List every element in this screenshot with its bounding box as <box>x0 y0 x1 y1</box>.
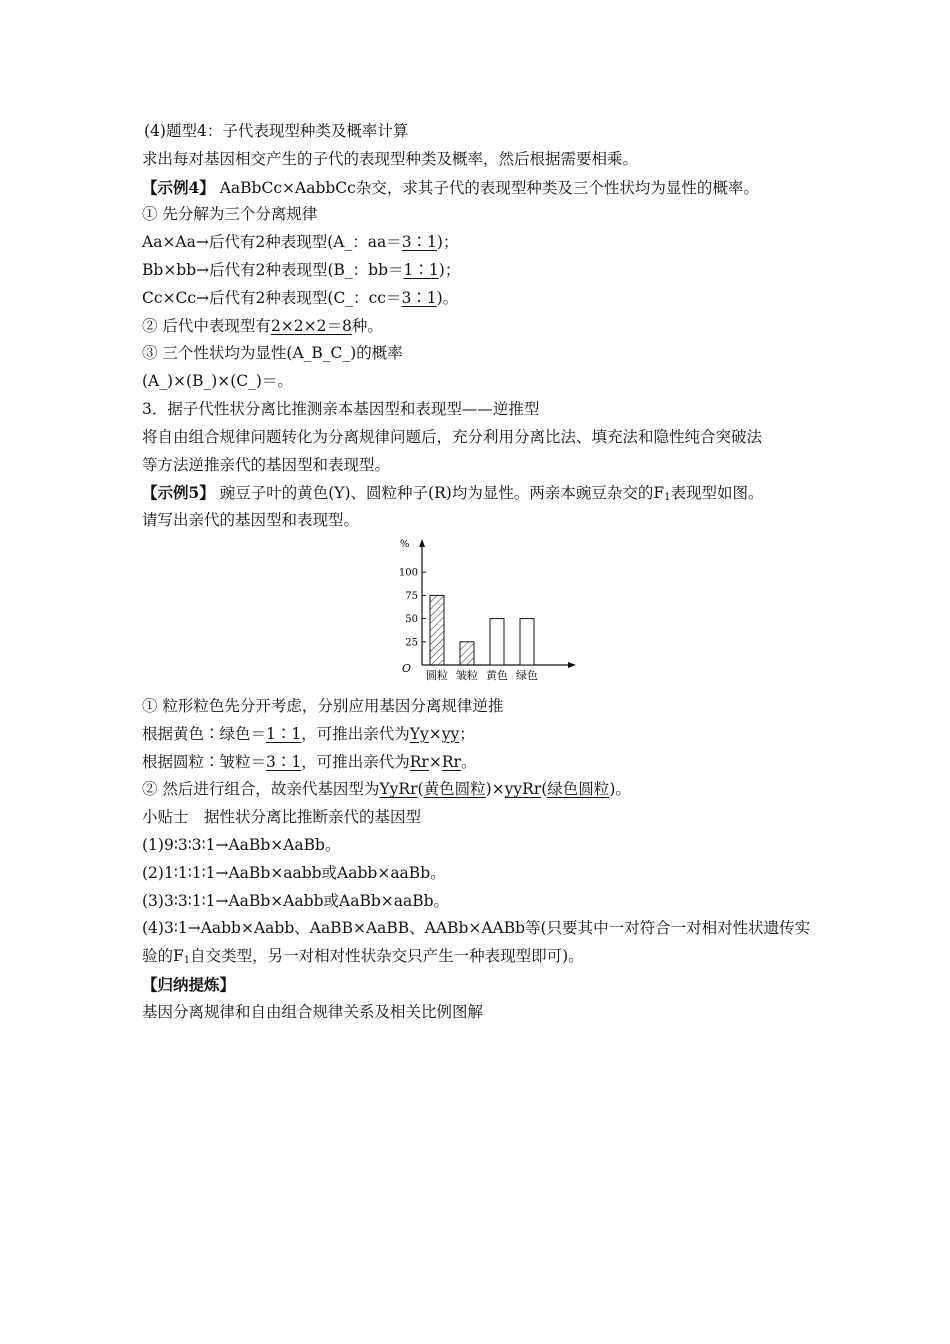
text: )× <box>485 780 505 799</box>
text: Cc×Cc→后代有2种表现型(C_：cc＝ <box>142 288 402 307</box>
example-5-line-2: 请写出亲代的基因型和表现型。 <box>142 511 360 530</box>
text: )。 <box>436 288 459 307</box>
y-tick-label: 100 <box>398 567 418 579</box>
bar-chart-svg <box>382 537 582 687</box>
answer-phenotype: 绿色圆粒 <box>547 780 610 799</box>
answer-ratio: 1∶1 <box>266 724 302 743</box>
text: ，可推出亲代为 <box>301 752 410 771</box>
text: Bb×bb→后代有2种表现型(B_：bb＝ <box>142 260 404 279</box>
text: )。 <box>609 780 631 799</box>
solution-step-1: ① 粒形粒色先分开考虑，分别应用基因分离规律逆推 <box>142 696 504 715</box>
paragraph: 将自由组合规律问题转化为分离规律问题后，充分利用分离比法、填充法和隐性纯合突破法 <box>142 427 763 446</box>
origin-label: O <box>402 661 412 675</box>
text: ； <box>459 724 475 743</box>
bar-chart <box>142 537 822 687</box>
step-2 <box>142 313 822 341</box>
bar-1 <box>430 595 444 665</box>
tip-item-1: (1)9∶3∶3∶1→AaBb×AaBb。 <box>142 835 341 854</box>
summary-tag: 【归纳提炼】 <box>142 974 236 994</box>
step-3: ③ 三个性状均为显性(A_B_C_)的概率 <box>142 344 403 363</box>
cross-cc <box>142 285 822 313</box>
example-text: AaBbCc×AabbCc杂交，求其子代的表现型种类及三个性状均为显性的概率。 <box>219 178 759 197</box>
subscript: 1 <box>183 955 191 967</box>
tip-item-4: (4)3∶1→Aabb×Aabb、AaBB×AaBB、AABb×AABb等(只要其中一对符合一对相对性状遗传实 <box>142 919 811 938</box>
solution-step-2 <box>142 776 822 804</box>
answer-ratio: 3∶1 <box>266 752 302 771</box>
bar-2 <box>460 642 474 665</box>
answer-ratio: 3∶1 <box>401 233 437 252</box>
answer-genotype: YyRr <box>379 780 418 799</box>
summary-text: 基因分离规律和自由组合规律关系及相关比例图解 <box>142 1002 484 1021</box>
tip-item-3: (3)3∶3∶1∶1→AaBb×Aabb或AaBb×aaBb。 <box>142 891 450 910</box>
subscript: 1 <box>664 492 671 504</box>
x-tick-label: 圆粒 <box>426 668 448 682</box>
text: )； <box>438 260 461 279</box>
text: ( <box>417 780 424 799</box>
section-3-heading: 3．据子代性状分离比推测亲本基因型和表现型——逆推型 <box>142 399 540 418</box>
answer-genotype: Yy <box>409 724 429 743</box>
text: 自交类型，另一对相对性状杂交只产生一种表现型即可)。 <box>190 947 584 966</box>
x-tick-label: 绿色 <box>516 668 538 682</box>
x-tick-label: 皱粒 <box>456 668 478 682</box>
y-tick-label: 50 <box>405 614 418 626</box>
document-body <box>142 118 822 1027</box>
cross-aa <box>142 229 822 257</box>
example-5 <box>142 479 822 507</box>
text: 。 <box>460 752 477 771</box>
bar-4 <box>520 619 534 665</box>
answer-ratio: 3∶1 <box>401 288 437 307</box>
text: ② 后代中表现型有 <box>142 316 271 335</box>
text: )； <box>436 233 459 252</box>
text: 根据圆粒∶皱粒＝ <box>142 752 267 771</box>
y-axis-label: % <box>400 538 410 550</box>
text: Aa×Aa→后代有2种表现型(A_：aa＝ <box>142 233 402 252</box>
cross-bb <box>142 257 822 285</box>
answer-ratio: 1∶1 <box>403 260 439 279</box>
question-type-4-heading: (4)题型4：子代表现型种类及概率计算 <box>144 122 409 140</box>
text: ② 然后进行组合，故亲代基因型为 <box>142 780 380 799</box>
solution-shape <box>142 749 822 777</box>
example-tag: 【示例4】 <box>142 177 215 197</box>
x-tick-label: 黄色 <box>486 668 508 682</box>
text: 验的F <box>142 947 184 966</box>
text: 种。 <box>351 316 383 335</box>
text: ( <box>541 780 548 799</box>
text: ，可推出亲代为 <box>301 724 410 743</box>
paragraph: 等方法逆推亲代的基因型和表现型。 <box>142 455 391 474</box>
y-tick-label: 25 <box>405 637 418 649</box>
answer-calc: 2×2×2＝8 <box>270 316 352 335</box>
text: × <box>428 724 442 743</box>
step-3-formula: (A_)×(B_)×(C_)＝。 <box>142 372 293 391</box>
x-axis-arrow <box>568 662 576 668</box>
y-tick-label: 75 <box>405 590 418 602</box>
text: 根据黄色∶绿色＝ <box>142 724 267 743</box>
tip-title: 小贴士 据性状分离比推断亲代的基因型 <box>142 808 422 827</box>
y-axis-arrow <box>419 539 425 547</box>
answer-genotype: yy <box>441 724 460 743</box>
bar-3 <box>490 619 504 665</box>
tip-item-4-cont <box>142 943 822 971</box>
step-1: ① 先分解为三个分离规律 <box>142 205 318 224</box>
tip-item-2: (2)1∶1∶1∶1→AaBb×aabb或Aabb×aaBb。 <box>142 863 446 882</box>
text: 豌豆子叶的黄色(Y)、圆粒种子(R)均为显性。两亲本豌豆杂交的F <box>219 484 665 503</box>
solution-color <box>142 721 822 749</box>
answer-genotype: Rr <box>441 752 461 771</box>
text: 表现型如图。 <box>670 484 764 503</box>
answer-genotype: Rr <box>409 752 429 771</box>
answer-phenotype: 黄色圆粒 <box>423 780 486 799</box>
paragraph: 求出每对基因相交产生的子代的表现型种类及概率，然后根据需要相乘。 <box>142 149 639 168</box>
answer-genotype: yyRr <box>504 780 542 799</box>
example-tag: 【示例5】 <box>142 483 215 503</box>
text: × <box>428 752 442 771</box>
example-4 <box>142 174 822 202</box>
